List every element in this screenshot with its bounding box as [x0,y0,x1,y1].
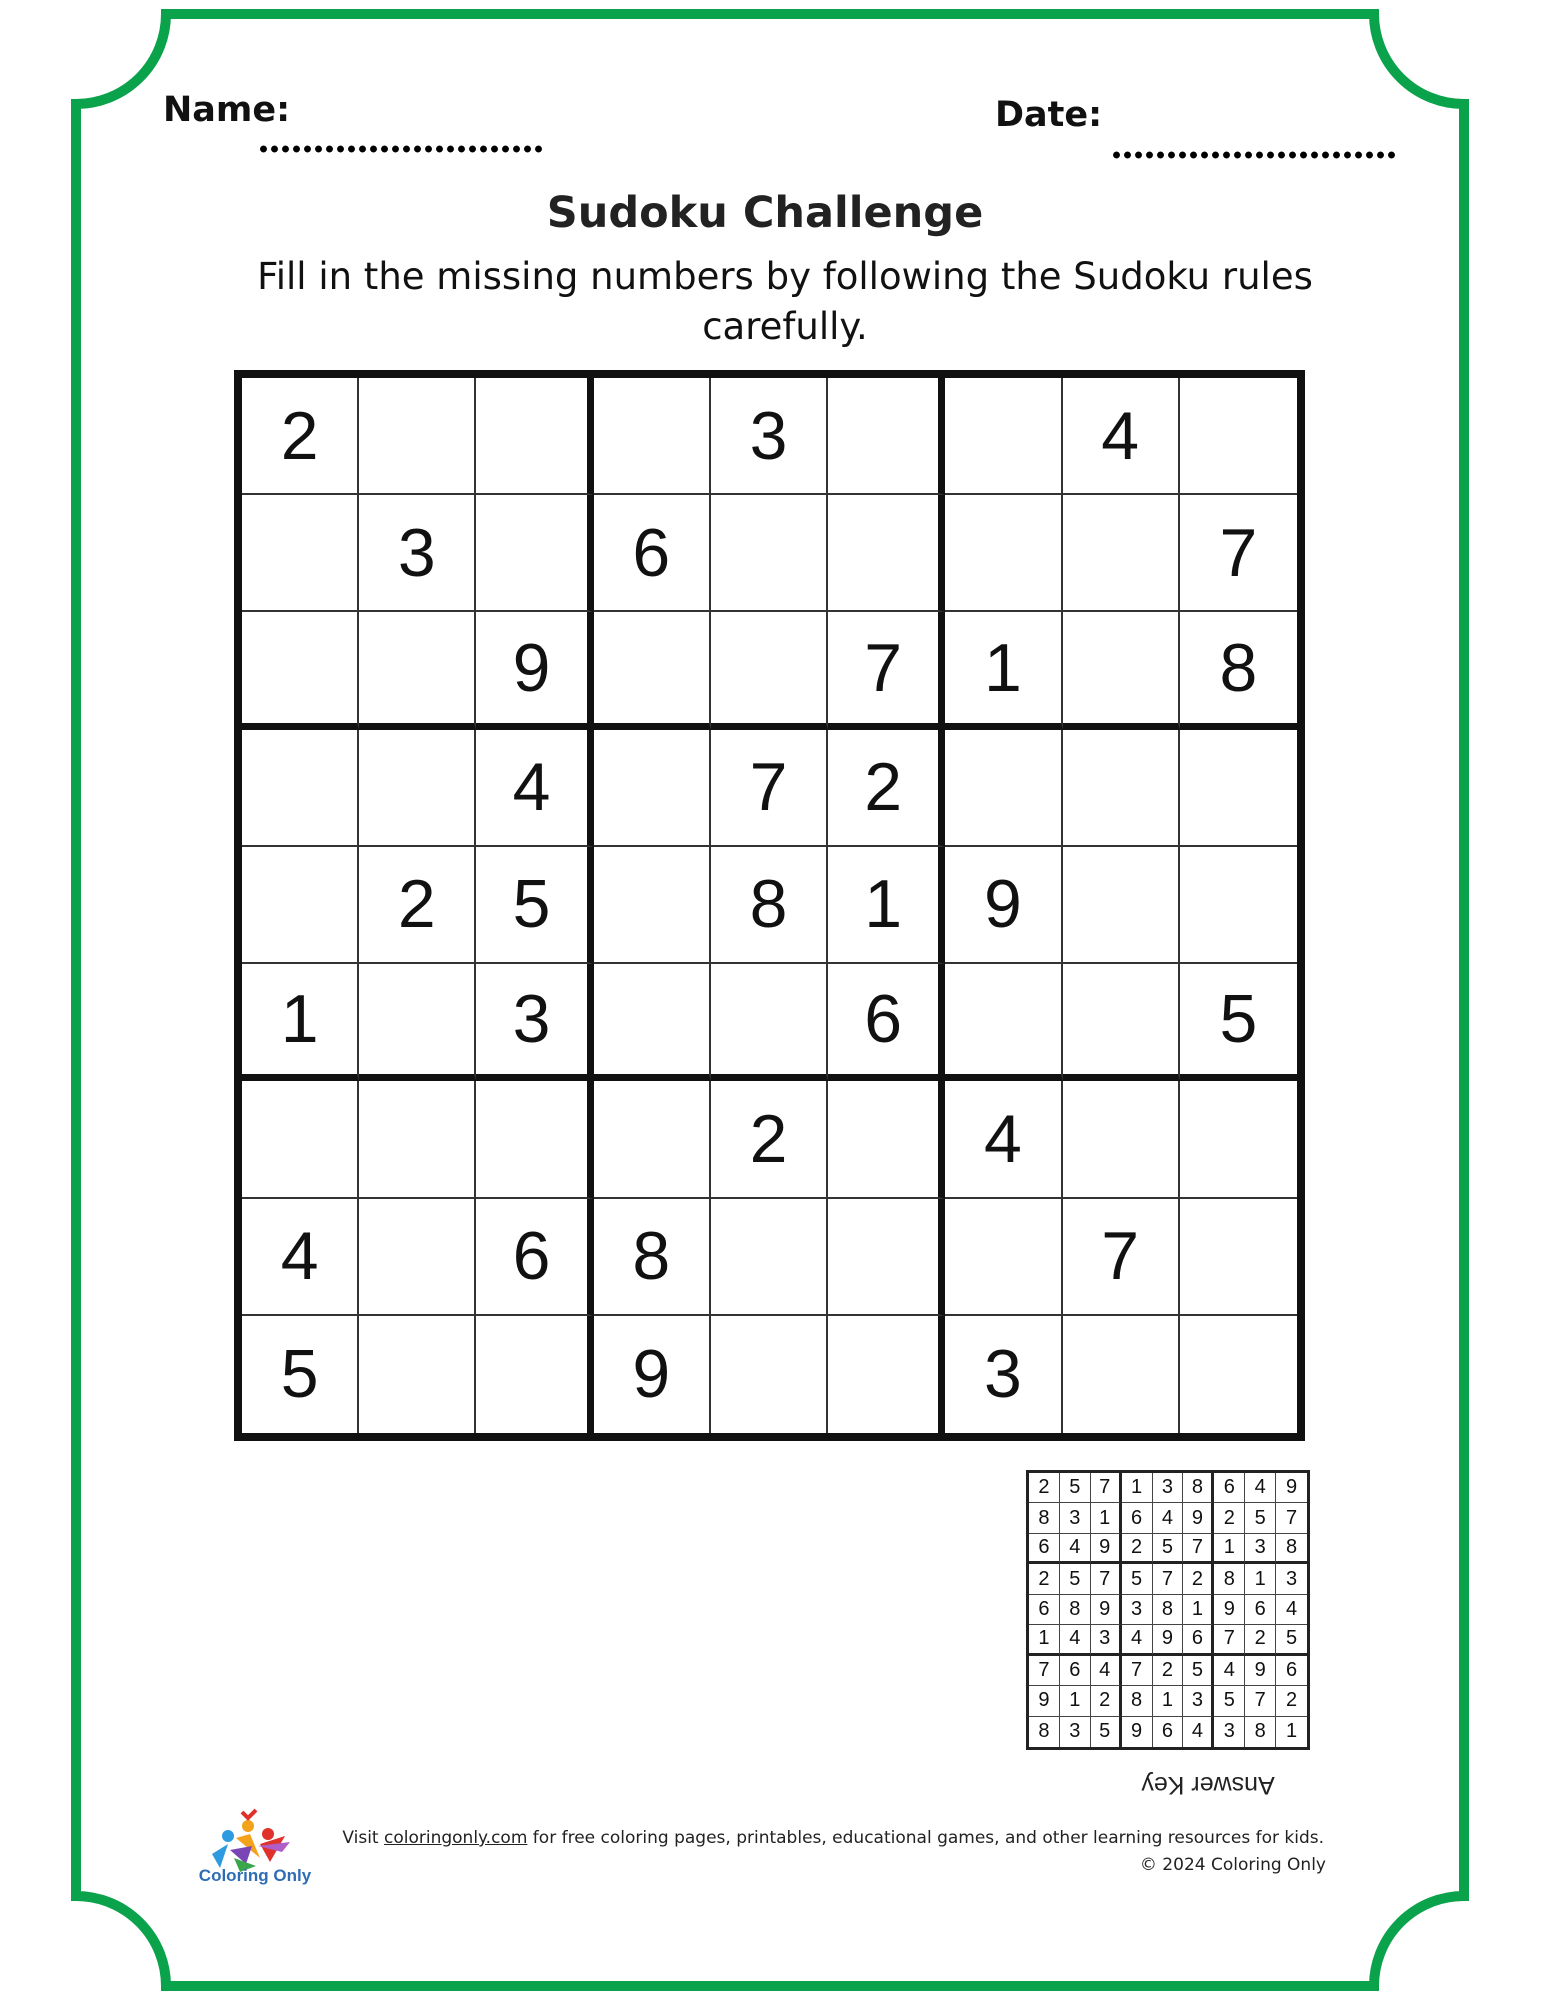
answer-key-cell: 8 [1153,1595,1184,1625]
copyright: © 2024 Coloring Only [1139,1855,1326,1875]
footer-text [300,1828,1324,1848]
sudoku-cell[interactable]: 7 [711,730,828,847]
answer-key-cell: 9 [1214,1595,1245,1625]
answer-key-cell: 7 [1183,1534,1214,1564]
answer-key-cell: 8 [1245,1717,1276,1747]
answer-key-cell: 5 [1060,1473,1091,1503]
sudoku-cell[interactable]: 5 [476,847,593,964]
sudoku-cell[interactable] [711,1316,828,1433]
answer-key-cell: 5 [1091,1717,1122,1747]
sudoku-cell[interactable]: 6 [594,495,711,612]
sudoku-cell[interactable] [828,1081,945,1198]
answer-key-cell: 8 [1214,1564,1245,1594]
answer-key-cell: 4 [1183,1717,1214,1747]
sudoku-cell[interactable] [242,612,359,729]
sudoku-cell[interactable] [1063,1316,1180,1433]
answer-key-cell: 1 [1245,1564,1276,1594]
sudoku-cell[interactable] [242,495,359,612]
answer-key-cell: 6 [1122,1503,1153,1533]
sudoku-cell[interactable] [594,378,711,495]
answer-key-cell: 3 [1060,1503,1091,1533]
sudoku-cell[interactable]: 2 [828,730,945,847]
answer-key-cell: 9 [1153,1625,1184,1655]
answer-key-cell: 6 [1276,1656,1307,1686]
name-line [258,144,544,154]
answer-key-cell: 6 [1029,1595,1060,1625]
sudoku-cell[interactable] [828,1199,945,1316]
sudoku-cell[interactable] [1180,847,1297,964]
answer-key-cell: 5 [1183,1656,1214,1686]
answer-key-cell: 2 [1029,1473,1060,1503]
sudoku-cell[interactable]: 9 [476,612,593,729]
sudoku-cell[interactable]: 8 [594,1199,711,1316]
sudoku-cell[interactable] [945,1199,1062,1316]
sudoku-cell[interactable] [711,612,828,729]
sudoku-cell[interactable] [594,612,711,729]
sudoku-cell[interactable] [1180,730,1297,847]
sudoku-cell[interactable]: 8 [1180,612,1297,729]
sudoku-cell[interactable]: 4 [1063,378,1180,495]
answer-key-cell: 8 [1183,1473,1214,1503]
answer-key-cell: 4 [1060,1534,1091,1564]
answer-key-cell: 5 [1276,1625,1307,1655]
date-line [1111,150,1397,160]
answer-key-cell: 6 [1153,1717,1184,1747]
answer-key-cell: 5 [1245,1503,1276,1533]
answer-key-cell: 4 [1153,1503,1184,1533]
answer-key-cell: 4 [1276,1595,1307,1625]
answer-key-cell: 4 [1091,1656,1122,1686]
answer-key-cell: 2 [1153,1656,1184,1686]
sudoku-cell[interactable]: 4 [476,730,593,847]
sudoku-cell[interactable] [1063,612,1180,729]
sudoku-cell[interactable] [1180,378,1297,495]
answer-key-cell: 7 [1276,1503,1307,1533]
sudoku-cell[interactable] [359,1081,476,1198]
answer-key-cell: 2 [1091,1686,1122,1716]
sudoku-cell[interactable] [242,847,359,964]
sudoku-cell[interactable] [945,378,1062,495]
answer-key-cell: 4 [1122,1625,1153,1655]
sudoku-cell[interactable] [1063,964,1180,1081]
answer-key-cell: 1 [1183,1595,1214,1625]
answer-key-cell: 6 [1060,1656,1091,1686]
answer-key-cell: 3 [1245,1534,1276,1564]
sudoku-cell[interactable] [359,730,476,847]
name-label: Name: [163,90,291,130]
sudoku-cell[interactable] [594,964,711,1081]
sudoku-cell[interactable] [711,1199,828,1316]
answer-key-cell: 2 [1122,1534,1153,1564]
answer-key-cell: 5 [1060,1564,1091,1594]
sudoku-cell[interactable] [945,495,1062,612]
answer-key-cell: 5 [1214,1686,1245,1716]
sudoku-cell[interactable] [1063,730,1180,847]
answer-key-cell: 3 [1122,1595,1153,1625]
sudoku-cell[interactable]: 4 [242,1199,359,1316]
sudoku-cell[interactable]: 9 [594,1316,711,1433]
answer-key-cell: 6 [1245,1595,1276,1625]
answer-key-cell: 5 [1122,1564,1153,1594]
sudoku-cell[interactable]: 4 [945,1081,1062,1198]
sudoku-cell[interactable] [1063,495,1180,612]
sudoku-cell[interactable]: 5 [242,1316,359,1433]
answer-key-cell: 1 [1091,1503,1122,1533]
answer-key-cell: 6 [1214,1473,1245,1503]
answer-key-cell: 2 [1245,1625,1276,1655]
site-link[interactable]: coloringonly.com [384,1828,528,1848]
answer-key-cell: 1 [1285,1720,1298,1743]
answer-key-cell: 1 [1214,1534,1245,1564]
answer-key-cell: 7 [1091,1473,1122,1503]
date-label: Date: [995,95,1103,135]
answer-key-cell: 1 [1122,1473,1153,1503]
answer-key-cell: 7 [1153,1564,1184,1594]
answer-key-cell: 3 [1060,1717,1091,1747]
answer-key-cell: 1 [1029,1625,1060,1655]
answer-key-label: Answer Key [1141,1771,1275,1799]
sudoku-cell[interactable] [828,495,945,612]
sudoku-cell[interactable] [359,378,476,495]
sudoku-cell[interactable] [594,847,711,964]
answer-key-cell: 4 [1245,1473,1276,1503]
answer-key-cell: 3 [1276,1564,1307,1594]
answer-key-cell: 7 [1214,1625,1245,1655]
sudoku-cell[interactable] [1180,1199,1297,1316]
answer-key-cell: 8 [1060,1595,1091,1625]
instructions: Fill in the missing numbers by following the Sudoku rules carefully. [257,255,1313,348]
answer-key-cell: 7 [1122,1656,1153,1686]
sudoku-cell[interactable]: 3 [359,495,476,612]
sudoku-cell[interactable]: 5 [1180,964,1297,1081]
sudoku-cell[interactable] [828,378,945,495]
sudoku-cell[interactable] [1063,847,1180,964]
sudoku-cell[interactable]: 2 [711,1081,828,1198]
answer-key-cell: 7 [1091,1564,1122,1594]
sudoku-cell[interactable]: 7 [1063,1199,1180,1316]
sudoku-cell[interactable]: 1 [242,964,359,1081]
answer-key-cell: 8 [1122,1686,1153,1716]
sudoku-cell[interactable] [359,1199,476,1316]
page-title: Sudoku Challenge [546,188,984,238]
answer-key-cell: 8 [1276,1534,1307,1564]
sudoku-cell[interactable] [1063,1081,1180,1198]
footer-visit-prefix: Visit [342,1828,384,1848]
answer-key-cell: 5 [1153,1534,1184,1564]
sudoku-cell[interactable] [711,964,828,1081]
sudoku-cell[interactable]: 1 [828,847,945,964]
answer-key-cell: 2 [1029,1564,1060,1594]
sudoku-cell[interactable] [476,378,593,495]
answer-key-cell: 1 [1060,1686,1091,1716]
sudoku-cell[interactable] [476,495,593,612]
answer-key-cell: 6 [1029,1534,1060,1564]
answer-key-cell: 1 [1153,1686,1184,1716]
answer-key-cell: 9 [1245,1656,1276,1686]
answer-key-cell: 3 [1091,1625,1122,1655]
sudoku-cell[interactable]: 7 [828,612,945,729]
sudoku-grid [234,370,1305,1441]
sudoku-cell[interactable] [594,730,711,847]
sudoku-cell[interactable] [711,495,828,612]
sudoku-cell[interactable] [242,730,359,847]
answer-key-cell: 3 [1214,1717,1245,1747]
sudoku-cell[interactable] [1180,1081,1297,1198]
answer-key-cell: 9 [1029,1686,1060,1716]
sudoku-cell[interactable] [476,1316,593,1433]
sudoku-cell[interactable]: 6 [828,964,945,1081]
sudoku-cell[interactable] [359,964,476,1081]
sudoku-cell[interactable]: 3 [476,964,593,1081]
sudoku-cell[interactable]: 3 [945,1316,1062,1433]
footer-visit-suffix: for free coloring pages, printables, educational games, and other learning resources for kids. [527,1828,1324,1848]
sudoku-cell[interactable]: 1 [945,612,1062,729]
sudoku-cell[interactable] [594,1081,711,1198]
answer-key [1026,1470,1310,1750]
sudoku-cell[interactable] [359,612,476,729]
answer-key-cell: 2 [1214,1503,1245,1533]
sudoku-cell[interactable] [828,1316,945,1433]
sudoku-cell[interactable]: 3 [711,378,828,495]
answer-key-cell: 3 [1183,1686,1214,1716]
answer-key-grid [1026,1470,1310,1750]
logo-text: Coloring Only [198,1866,312,1885]
sudoku-cell[interactable] [476,1081,593,1198]
sudoku-cell[interactable]: 7 [1180,495,1297,612]
answer-key-cell: 2 [1276,1686,1307,1716]
sudoku-cell[interactable]: 6 [476,1199,593,1316]
answer-key-cell: 9 [1091,1534,1122,1564]
answer-key-cell: 2 [1183,1564,1214,1594]
sudoku-cell[interactable]: 2 [359,847,476,964]
sudoku-cell[interactable] [945,730,1062,847]
sudoku-cell[interactable]: 2 [242,378,359,495]
answer-key-cell: 6 [1183,1625,1214,1655]
answer-key-cell: 9 [1091,1595,1122,1625]
answer-key-cell: 8 [1029,1717,1060,1747]
answer-key-cell: 9 [1122,1717,1153,1747]
answer-key-cell: 3 [1153,1473,1184,1503]
sudoku-cell[interactable]: 8 [711,847,828,964]
answer-key-cell: 4 [1214,1656,1245,1686]
answer-key-cell: 7 [1245,1686,1276,1716]
answer-key-cell: 8 [1029,1503,1060,1533]
answer-key-cell: 9 [1276,1473,1307,1503]
answer-key-cell: 9 [1183,1503,1214,1533]
sudoku-cell[interactable] [242,1081,359,1198]
sudoku-cell[interactable]: 9 [945,847,1062,964]
sudoku-cell[interactable] [945,964,1062,1081]
answer-key-cell: 7 [1029,1656,1060,1686]
sudoku-cell[interactable] [359,1316,476,1433]
sudoku-cell[interactable] [1180,1316,1297,1433]
answer-key-cell: 4 [1060,1625,1091,1655]
